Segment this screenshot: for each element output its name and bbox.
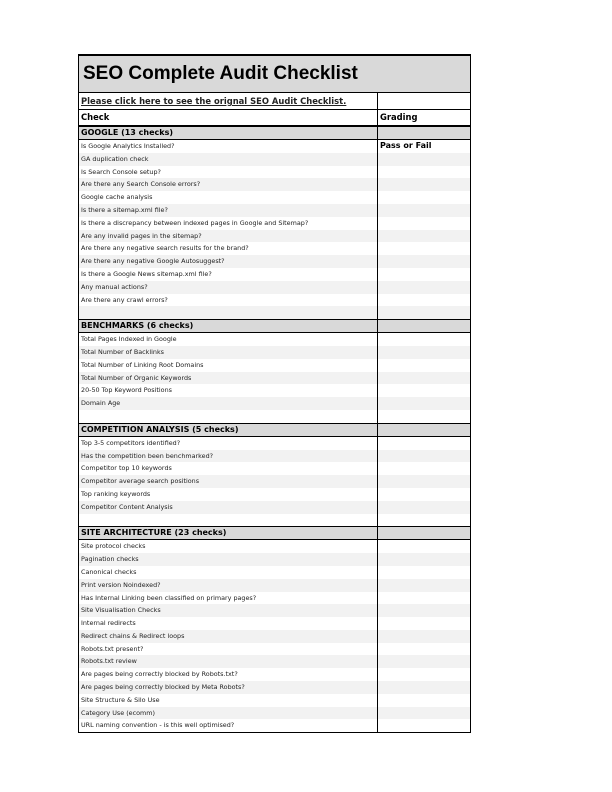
grading-cell[interactable] xyxy=(378,501,470,514)
check-cell[interactable]: Robots.txt present? xyxy=(79,643,378,656)
section-title: BENCHMARKS (6 checks) xyxy=(79,320,378,332)
checklist-row xyxy=(79,719,470,732)
grading-cell[interactable] xyxy=(378,514,470,527)
column-header-check: Check xyxy=(79,110,378,125)
grading-cell[interactable] xyxy=(378,346,470,359)
checklist-body xyxy=(79,126,470,732)
check-cell[interactable]: Redirect chains & Redirect loops xyxy=(79,630,378,643)
grading-cell[interactable] xyxy=(378,566,470,579)
checklist-row xyxy=(79,604,470,617)
check-cell[interactable] xyxy=(79,306,378,319)
check-cell[interactable]: Total Number of Backlinks xyxy=(79,346,378,359)
grading-cell[interactable] xyxy=(378,579,470,592)
page-title: SEO Complete Audit Checklist xyxy=(79,56,470,93)
check-cell[interactable]: Are pages being correctly blocked by Meta Robots? xyxy=(79,681,378,694)
grading-cell[interactable] xyxy=(378,230,470,243)
grading-cell[interactable] xyxy=(378,707,470,720)
check-cell[interactable]: Category Use (ecomm) xyxy=(79,707,378,720)
check-cell[interactable]: Is there a discrepancy between indexed pages in Google and Sitemap? xyxy=(79,217,378,230)
original-checklist-link-row xyxy=(79,93,470,110)
checklist-row xyxy=(79,488,470,501)
checklist-row xyxy=(79,230,470,243)
check-cell[interactable]: Site protocol checks xyxy=(79,540,378,553)
grading-cell[interactable] xyxy=(378,255,470,268)
grading-cell[interactable] xyxy=(378,437,470,450)
check-cell[interactable]: Is there a Google News sitemap.xml file? xyxy=(79,268,378,281)
checklist-row xyxy=(79,630,470,643)
check-cell[interactable]: Canonical checks xyxy=(79,566,378,579)
check-cell[interactable]: Are there any negative search results for the brand? xyxy=(79,242,378,255)
checklist-row xyxy=(79,462,470,475)
check-cell[interactable]: Are any invalid pages in the sitemap? xyxy=(79,230,378,243)
section-title: COMPETITION ANALYSIS (5 checks) xyxy=(79,424,378,436)
checklist-row xyxy=(79,217,470,230)
check-cell[interactable] xyxy=(79,514,378,527)
checklist-row xyxy=(79,501,470,514)
check-cell[interactable]: Google cache analysis xyxy=(79,191,378,204)
check-cell[interactable]: Competitor Content Analysis xyxy=(79,501,378,514)
checklist-row xyxy=(79,437,470,450)
check-cell[interactable]: Has Internal Linking been classified on primary pages? xyxy=(79,592,378,605)
section-header xyxy=(79,423,470,437)
section-header xyxy=(79,126,470,140)
check-cell[interactable]: Total Number of Organic Keywords xyxy=(79,372,378,385)
checklist-row xyxy=(79,707,470,720)
grading-cell[interactable] xyxy=(378,643,470,656)
check-cell[interactable]: Is Google Analytics Installed? xyxy=(79,140,378,153)
check-cell[interactable]: Robots.txt review xyxy=(79,655,378,668)
checklist-row xyxy=(79,540,470,553)
checklist-row xyxy=(79,384,470,397)
grading-cell[interactable] xyxy=(378,475,470,488)
grading-cell[interactable] xyxy=(378,166,470,179)
check-cell[interactable]: URL naming convention - is this well optimised? xyxy=(79,719,378,732)
checklist-row xyxy=(79,166,470,179)
checklist-row xyxy=(79,553,470,566)
original-checklist-link[interactable]: Please click here to see the orignal SEO Audit Checklist. xyxy=(81,96,347,106)
check-cell[interactable]: Competitor top 10 keywords xyxy=(79,462,378,475)
grading-cell[interactable] xyxy=(378,450,470,463)
grading-cell[interactable] xyxy=(378,681,470,694)
checklist-row xyxy=(79,668,470,681)
check-cell[interactable]: Are there any negative Google Autosuggest? xyxy=(79,255,378,268)
checklist-row xyxy=(79,592,470,605)
grading-cell[interactable] xyxy=(378,384,470,397)
grading-cell[interactable] xyxy=(378,553,470,566)
checklist-row xyxy=(79,643,470,656)
grading-cell[interactable] xyxy=(378,488,470,501)
grading-cell[interactable] xyxy=(378,242,470,255)
checklist-row xyxy=(79,242,470,255)
grading-cell[interactable] xyxy=(378,217,470,230)
grading-cell[interactable] xyxy=(378,668,470,681)
empty-cell xyxy=(378,320,470,332)
grading-cell[interactable] xyxy=(378,268,470,281)
grading-cell[interactable] xyxy=(378,333,470,346)
checklist-row xyxy=(79,475,470,488)
grading-cell[interactable] xyxy=(378,655,470,668)
checklist-row xyxy=(79,306,470,319)
check-cell[interactable]: Any manual actions? xyxy=(79,281,378,294)
grading-cell[interactable]: Pass or Fail xyxy=(380,141,432,150)
checklist-row xyxy=(79,410,470,423)
check-cell[interactable]: Site Structure & Silo Use xyxy=(79,694,378,707)
check-cell[interactable]: Site Visualisation Checks xyxy=(79,604,378,617)
grading-cell[interactable] xyxy=(378,153,470,166)
grading-cell[interactable] xyxy=(378,397,470,410)
column-header-grading: Grading xyxy=(380,112,418,122)
grading-cell[interactable] xyxy=(378,630,470,643)
grading-cell[interactable] xyxy=(378,719,470,732)
section-header xyxy=(79,319,470,333)
checklist-row xyxy=(79,255,470,268)
check-cell[interactable]: Top ranking keywords xyxy=(79,488,378,501)
grading-cell[interactable] xyxy=(378,204,470,217)
empty-cell xyxy=(378,424,470,436)
grading-cell[interactable] xyxy=(378,410,470,423)
grading-cell[interactable] xyxy=(378,306,470,319)
checklist-row xyxy=(79,372,470,385)
checklist-row xyxy=(79,294,470,307)
checklist-row xyxy=(79,346,470,359)
checklist-row xyxy=(79,579,470,592)
check-cell[interactable]: Competitor average search positions xyxy=(79,475,378,488)
check-cell[interactable]: Is there a sitemap.xml file? xyxy=(79,204,378,217)
checklist-row xyxy=(79,153,470,166)
checklist-row xyxy=(79,681,470,694)
check-cell[interactable]: Are there any crawl errors? xyxy=(79,294,378,307)
check-cell[interactable]: Total Pages Indexed in Google xyxy=(79,333,378,346)
check-cell[interactable]: 20-50 Top Keyword Positions xyxy=(79,384,378,397)
check-cell[interactable]: Are there any Search Console errors? xyxy=(79,178,378,191)
checklist-row xyxy=(79,178,470,191)
checklist-row xyxy=(79,450,470,463)
checklist-row xyxy=(79,694,470,707)
checklist-row xyxy=(79,655,470,668)
check-cell[interactable]: Pagination checks xyxy=(79,553,378,566)
checklist-row xyxy=(79,617,470,630)
checklist-row xyxy=(79,191,470,204)
check-cell[interactable]: Has the competition been benchmarked? xyxy=(79,450,378,463)
checklist-row xyxy=(79,140,470,153)
empty-cell xyxy=(378,93,470,109)
checklist-row xyxy=(79,397,470,410)
empty-cell xyxy=(378,527,470,539)
checklist-row xyxy=(79,514,470,527)
checklist-row xyxy=(79,333,470,346)
grading-cell[interactable] xyxy=(378,694,470,707)
grading-cell[interactable] xyxy=(378,592,470,605)
section-title: GOOGLE (13 checks) xyxy=(79,127,378,139)
grading-cell[interactable] xyxy=(378,540,470,553)
section-title: SITE ARCHITECTURE (23 checks) xyxy=(79,527,378,539)
check-cell[interactable]: Top 3-5 competitors identified? xyxy=(79,437,378,450)
grading-cell[interactable] xyxy=(378,604,470,617)
checklist-row xyxy=(79,359,470,372)
empty-cell xyxy=(378,127,470,139)
audit-checklist-sheet xyxy=(78,54,471,733)
check-cell[interactable]: Domain Age xyxy=(79,397,378,410)
checklist-row xyxy=(79,566,470,579)
check-cell[interactable]: Total Number of Linking Root Domains xyxy=(79,359,378,372)
check-cell[interactable] xyxy=(79,410,378,423)
grading-cell[interactable] xyxy=(378,281,470,294)
check-cell[interactable]: GA duplication check xyxy=(79,153,378,166)
section-header xyxy=(79,526,470,540)
grading-cell[interactable] xyxy=(378,462,470,475)
check-cell[interactable]: Print version Noindexed? xyxy=(79,579,378,592)
grading-cell[interactable] xyxy=(378,178,470,191)
check-cell[interactable]: Are pages being correctly blocked by Robots.txt? xyxy=(79,668,378,681)
grading-cell[interactable] xyxy=(378,372,470,385)
checklist-row xyxy=(79,204,470,217)
grading-cell[interactable] xyxy=(378,191,470,204)
check-cell[interactable]: Internal redirects xyxy=(79,617,378,630)
checklist-row xyxy=(79,281,470,294)
grading-cell[interactable] xyxy=(378,359,470,372)
grading-cell[interactable] xyxy=(378,294,470,307)
column-header-row xyxy=(79,110,470,126)
checklist-row xyxy=(79,268,470,281)
grading-cell[interactable] xyxy=(378,617,470,630)
check-cell[interactable]: Is Search Console setup? xyxy=(79,166,378,179)
